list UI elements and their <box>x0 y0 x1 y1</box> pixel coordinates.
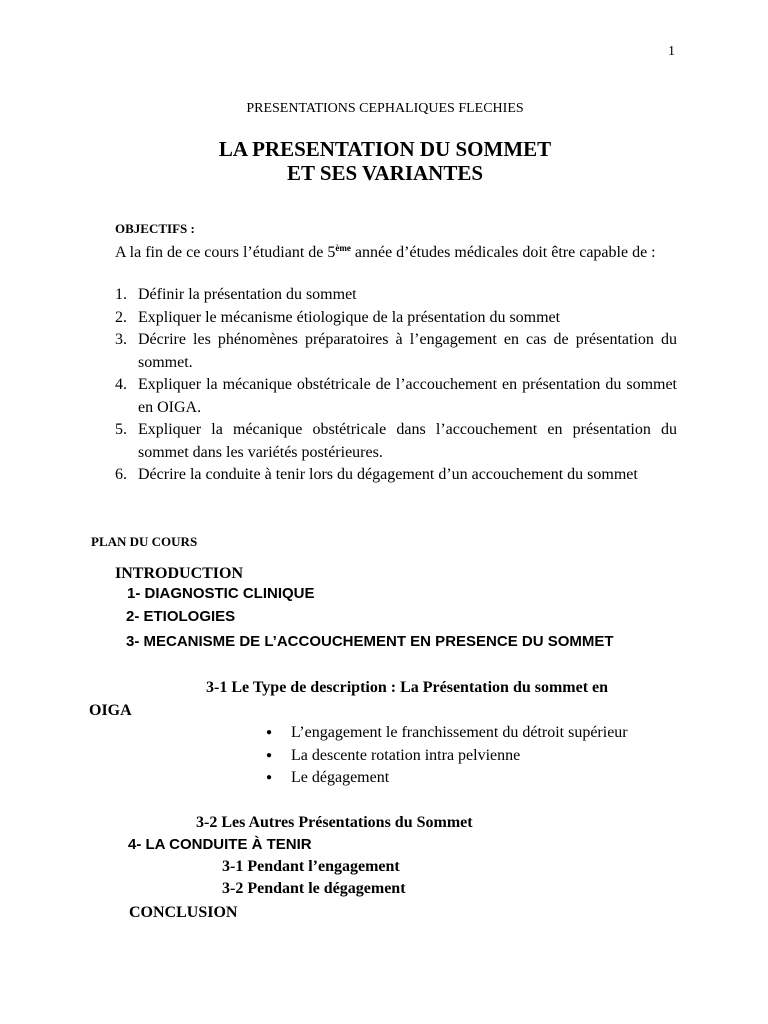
supertitle: PRESENTATIONS CEPHALIQUES FLECHIES <box>246 101 524 116</box>
plan-item-3-2: 3-2 Les Autres Présentations du Sommet <box>196 814 473 831</box>
plan-introduction: INTRODUCTION <box>115 565 244 582</box>
plan-item-degagement: 3-2 Pendant le dégagement <box>222 880 406 897</box>
bullet-icon: ● <box>266 727 273 738</box>
objective-text: Expliquer la mécanique obstétricale de l’accouchement en présentation du sommet en OIGA. <box>138 376 677 416</box>
bullet-icon: ● <box>266 749 273 761</box>
objective-text: Décrire la conduite à tenir lors du dégagement d’un accouchement du sommet <box>138 466 638 483</box>
plan-item-3-1-continued: OIGA <box>89 702 132 719</box>
plan-item-etiologies: 2- ETIOLOGIES <box>126 608 236 625</box>
plan-item-mecanisme: 3- MECANISME DE L’ACCOUCHEMENT EN PRESENCE DU SOMMET <box>126 633 614 650</box>
document-title-line2: ET SES VARIANTES <box>286 161 484 185</box>
plan-bullet-list <box>266 722 677 790</box>
objective-number: 4. <box>115 376 127 393</box>
objective-item <box>115 329 677 374</box>
objectives-intro <box>115 242 677 264</box>
intro-superscript: ème <box>335 243 351 253</box>
plan-heading: PLAN DU COURS <box>91 534 198 549</box>
objective-item <box>115 374 677 419</box>
bullet-text: La descente rotation intra pelvienne <box>291 746 521 764</box>
objective-number: 6. <box>115 466 127 483</box>
objective-text: Définir la présentation du sommet <box>138 286 357 303</box>
intro-text-before: A la fin de ce cours l’étudiant de 5 <box>115 244 336 261</box>
objective-item <box>115 464 677 487</box>
bullet-icon: ● <box>266 772 273 783</box>
objective-item <box>115 284 677 307</box>
list-item <box>266 767 677 790</box>
objective-number: 5. <box>115 421 127 438</box>
plan-item-diagnostic: 1- DIAGNOSTIC CLINIQUE <box>127 585 315 602</box>
plan-conclusion: CONCLUSION <box>129 904 238 921</box>
objectives-list <box>115 284 677 487</box>
objectives-heading: OBJECTIFS : <box>115 221 195 236</box>
document-title-line1: LA PRESENTATION DU SOMMET <box>218 137 552 161</box>
objective-number: 3. <box>115 331 127 348</box>
plan-item-conduite: 4- LA CONDUITE À TENIR <box>128 836 312 853</box>
objective-item <box>115 307 677 330</box>
bullet-text: Le dégagement <box>291 769 390 786</box>
plan-item-3-1: 3-1 Le Type de description : La Présentation du sommet en <box>206 679 609 696</box>
objective-text: Expliquer le mécanisme étiologique de la présentation du sommet <box>138 308 561 326</box>
objective-number: 1. <box>115 286 127 303</box>
objective-number: 2. <box>115 308 127 326</box>
bullet-text: L’engagement le franchissement du détroit supérieur <box>291 724 628 741</box>
list-item <box>266 745 677 768</box>
list-item <box>266 722 677 745</box>
plan-item-engagement: 3-1 Pendant l’engagement <box>222 858 400 875</box>
objective-item <box>115 419 677 464</box>
intro-text-after: année d’études médicales doit être capable de : <box>350 244 656 261</box>
page-number: 1 <box>668 44 675 59</box>
objective-text: Décrire les phénomènes préparatoires à l’engagement en cas de présentation du sommet. <box>138 331 677 371</box>
objective-text: Expliquer la mécanique obstétricale dans l’accouchement en présentation du sommet dans les variétés postérieures. <box>138 421 677 461</box>
